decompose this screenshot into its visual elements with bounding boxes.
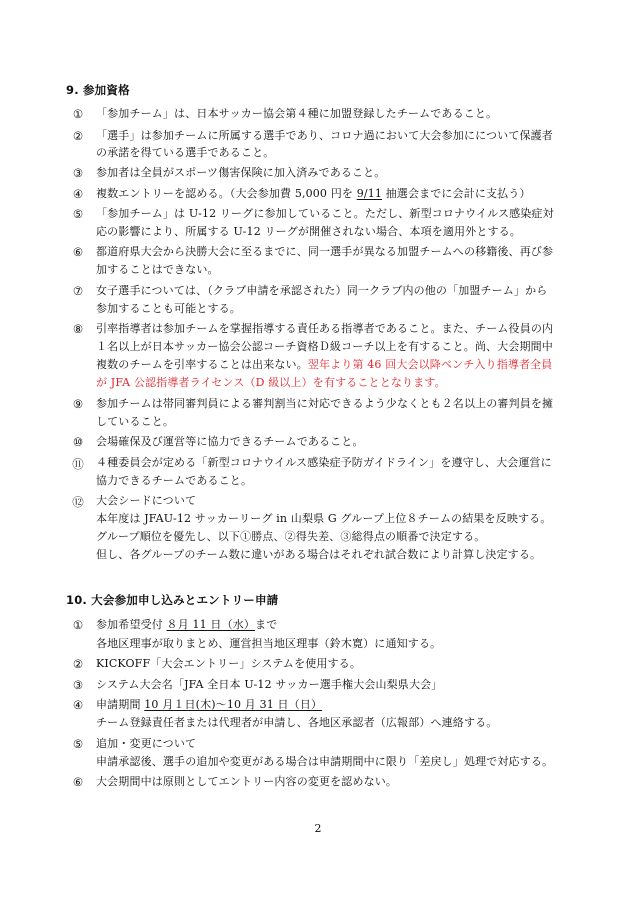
item-text bbox=[96, 187, 531, 201]
item-number: ① bbox=[72, 107, 84, 121]
item-text: の承諾を得ている選手であること。 bbox=[96, 146, 275, 159]
page-number: 2 bbox=[314, 822, 322, 835]
item-text: KICKOFF「大会エントリー」システムを使用する。 bbox=[96, 657, 361, 670]
application-period: 10 月１日(木)〜10 月 31 日（日） bbox=[144, 698, 323, 711]
item-text: システム大会名「JFA 全日本 U-12 サッカー選手権大会山梨県大会」 bbox=[96, 678, 443, 691]
item-text: 加することはできない。 bbox=[96, 263, 219, 276]
item-text: 各地区理事が取りまとめ、運営担当地区理事（鈴木寛）に通知する。 bbox=[96, 637, 442, 650]
item-number: ④ bbox=[72, 187, 84, 201]
item-text-part: 参加希望受付 bbox=[96, 618, 167, 631]
item-text-part: まで bbox=[255, 618, 278, 631]
item-number: ⑥ bbox=[72, 775, 84, 789]
item-number: ② bbox=[72, 129, 84, 143]
item-text: 参加者は全員がスポーツ傷害保険に加入済みであること。 bbox=[96, 166, 386, 179]
item-text bbox=[96, 618, 277, 632]
item-text: 会場確保及び運営等に協力できるチームであること。 bbox=[96, 435, 364, 448]
item-text: 参加チームは帯同審判員による審判割当に対応できるよう少なくとも２名以上の審判員を擁 bbox=[96, 397, 554, 410]
item-text: 但し、各グループのチーム数に違いがある場合はそれぞれ試合数により計算し決定する。 bbox=[96, 548, 542, 561]
item-text: 応の影響により、所属する U-12 リーグが開催されない場合、本項を適用外とする。 bbox=[96, 225, 521, 238]
item-number: ③ bbox=[72, 166, 84, 180]
item-text: １名以上が日本サッカー協会公認コーチ資格Ｄ級コーチ以上を有すること。尚、大会期間中 bbox=[96, 340, 553, 353]
item-text: 女子選手については、（クラブ申請を承認された）同一クラブ内の他の「加盟チーム」から bbox=[96, 284, 548, 297]
item-text: 「参加チーム」は U-12 リーグに参加していること。ただし、新型コロナウイルス感染症対 bbox=[96, 207, 554, 220]
item-text: 追加・変更について bbox=[96, 737, 197, 750]
item-number: ⑪ bbox=[72, 457, 84, 471]
item-text: 都道府県大会から決勝大会に至るまでに、同一選手が異なる加盟チームへの移籍後、再び参 bbox=[96, 245, 554, 258]
item-text: 大会期間中は原則としてエントリー内容の変更を認めない。 bbox=[96, 775, 398, 788]
item-text: ４種委員会が定める「新型コロナウイルス感染症予防ガイドライン」を遵守し、大会運営に bbox=[96, 456, 552, 469]
item-text: 申請承認後、選手の追加や変更がある場合は申請期間中に限り「差戻し」処理で対応する。 bbox=[96, 755, 554, 768]
item-number: ① bbox=[72, 618, 84, 632]
item-number: ⑤ bbox=[72, 737, 84, 751]
highlight-notice: 翌年より第 46 回大会以降ベンチ入り指導者全員 bbox=[307, 358, 553, 371]
item-text bbox=[96, 358, 552, 372]
deadline-date: ８月 11 日（水） bbox=[166, 618, 256, 631]
item-number: ⑨ bbox=[72, 397, 84, 411]
item-text: 大会シードについて bbox=[96, 494, 197, 507]
item-text: 協力できるチームであること。 bbox=[96, 474, 253, 487]
item-number: ⑤ bbox=[72, 207, 84, 221]
item-text: 「選手」は参加チームに所属する選手であり、コロナ過において大会参加にについて保護者 bbox=[96, 129, 553, 142]
highlight-notice: が JFA 公認指導者ライセンス（D 級以上）を有することとなります。 bbox=[96, 376, 446, 389]
item-text: 本年度は JFAU-12 サッカーリーグ in 山梨県 G グループ上位８チームの結果を反映する。 bbox=[96, 512, 552, 525]
item-text-part: 申請期間 bbox=[96, 698, 145, 711]
item-text bbox=[96, 698, 322, 712]
item-text: 参加することも可能とする。 bbox=[96, 302, 241, 315]
item-number: ③ bbox=[72, 678, 84, 692]
item-number: ⑩ bbox=[72, 435, 84, 449]
item-text: 引率指導者は参加チームを掌握指導する責任ある指導者であること。また、チーム役員の内 bbox=[96, 322, 554, 335]
lottery-date: 9/11 bbox=[356, 187, 382, 200]
item-number: ④ bbox=[72, 698, 84, 712]
section-10-heading: 10. 大会参加申し込みとエントリー申請 bbox=[66, 593, 279, 607]
item-text: していること。 bbox=[96, 415, 175, 428]
item-number: ② bbox=[72, 657, 84, 671]
item-text-part: 抽選会までに会計に支払う） bbox=[382, 187, 531, 200]
item-text: チーム登録責任者または代理者が申請し、各地区承認者（広報部）へ連絡する。 bbox=[96, 716, 498, 729]
item-text-part: 複数のチームを引率することは出来ない。 bbox=[96, 358, 308, 371]
item-number: ⑫ bbox=[72, 495, 84, 509]
item-text-part: 複数エントリーを認める。（大会参加費 5,000 円を bbox=[96, 187, 357, 200]
section-9-heading: 9. 参加資格 bbox=[66, 83, 130, 97]
item-number: ⑥ bbox=[72, 245, 84, 259]
item-number: ⑦ bbox=[72, 284, 84, 298]
item-number: ⑧ bbox=[72, 322, 84, 336]
item-text: 「参加チーム」は、日本サッカー協会第４種に加盟登録したチームであること。 bbox=[96, 107, 498, 120]
item-text: グループ順位を優先し、以下①勝点、②得失差、③総得点の順番で決定する。 bbox=[96, 530, 486, 543]
